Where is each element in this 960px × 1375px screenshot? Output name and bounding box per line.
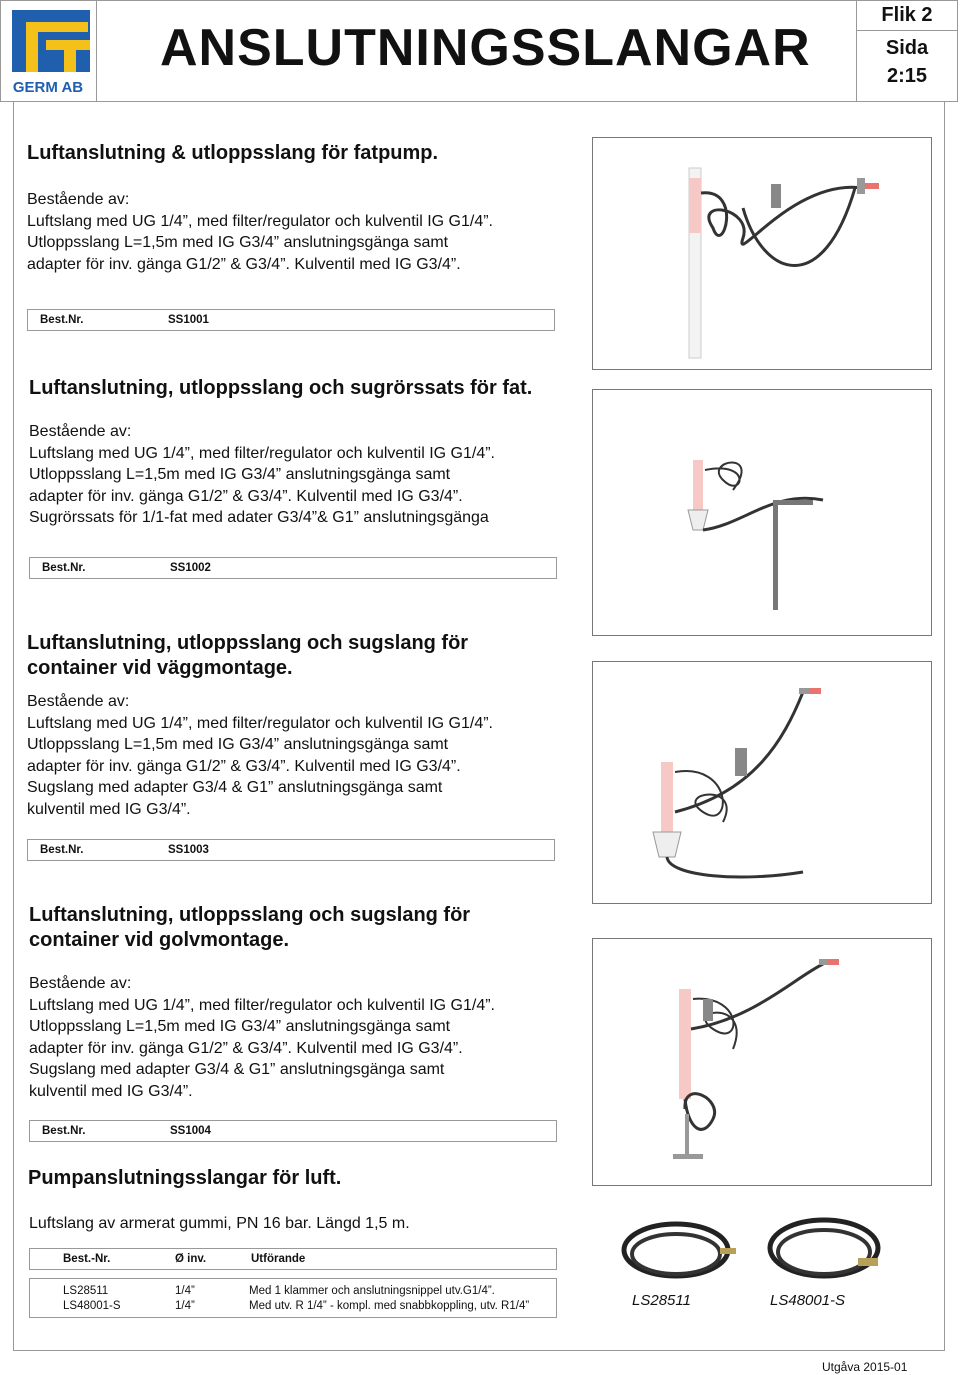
- flik-label: Flik 2: [856, 0, 958, 31]
- section-2-line: Utloppsslang L=1,5m med IG G3/4” anslutningsgänga samt: [29, 466, 451, 483]
- bestnr-label: Best.Nr.: [40, 314, 84, 326]
- product-image-ss1004: [592, 938, 932, 1186]
- section-1-line: Luftslang med UG 1/4”, med filter/regulator och kulventil IG G1/4”.: [27, 212, 493, 230]
- section-4-title-line: Luftanslutning, utloppsslang och sugslang för: [29, 904, 471, 926]
- section-3-line: adapter för inv. gänga G1/2” & G3/4”. Kulventil med IG G3/4”.: [27, 757, 461, 775]
- sida-block: [856, 36, 958, 88]
- bestnr-label: Best.Nr.: [40, 844, 84, 856]
- section-3-title: [27, 631, 468, 681]
- section-4-body: [29, 973, 495, 1102]
- pump-title: Pumpanslutningsslangar för luft.: [28, 1167, 342, 1189]
- section-3-body: [27, 691, 493, 820]
- col-header: Ø inv.: [175, 1253, 207, 1265]
- section-4-title: [29, 903, 470, 953]
- section-4-line: kulventil med IG G3/4”.: [29, 1082, 193, 1100]
- section-4-line: Utloppsslang L=1,5m med IG G3/4” anslutningsgänga samt: [29, 1018, 451, 1035]
- bestnr-label: Best.Nr.: [42, 562, 86, 574]
- section-2-bestnr: [29, 557, 557, 579]
- table-cell: LS28511: [63, 1285, 109, 1297]
- table-cell: Med utv. R 1/4” - kompl. med snabbkoppling, utv. R1/4”: [249, 1300, 530, 1312]
- section-3-bestnr: [27, 839, 555, 861]
- section-1-body: [27, 189, 493, 275]
- section-3-title-line: container vid väggmontage.: [27, 657, 293, 679]
- section-3-line: Sugslang med adapter G3/4 & G1” anslutningsgänga samt: [27, 779, 443, 796]
- table-cell: 1/4”: [175, 1285, 195, 1297]
- pump-table-body: [29, 1278, 557, 1318]
- section-1-line: Utloppsslang L=1,5m med IG G3/4” anslutningsgänga samt: [27, 234, 449, 251]
- pump-table-header: [29, 1248, 557, 1270]
- section-3-line: Luftslang med UG 1/4”, med filter/regulator och kulventil IG G1/4”.: [27, 714, 493, 732]
- section-2-label: Bestående av:: [29, 423, 132, 440]
- hose-label-ls48001s: LS48001-S: [770, 1292, 846, 1309]
- sida-value: 2:15: [886, 65, 928, 87]
- bestnr-value: SS1002: [170, 562, 211, 574]
- svg-text:GERM AB: GERM AB: [12, 79, 84, 96]
- table-cell: Med 1 klammer och anslutningsnippel utv.G1/4”.: [249, 1285, 495, 1297]
- section-4-line: Luftslang med UG 1/4”, med filter/regulator och kulventil IG G1/4”.: [29, 996, 495, 1014]
- product-image-ss1002: [592, 389, 932, 636]
- section-3-line: kulventil med IG G3/4”.: [27, 800, 191, 818]
- bestnr-label: Best.Nr.: [42, 1125, 86, 1137]
- section-3-title-line: Luftanslutning, utloppsslang och sugslang för: [27, 632, 469, 654]
- page-title: ANSLUTNINGSSLANGAR: [160, 19, 811, 77]
- section-4-bestnr: [29, 1120, 557, 1142]
- edition-footer: Utgåva 2015-01: [822, 1360, 908, 1374]
- table-cell: 1/4”: [175, 1300, 195, 1312]
- col-header: Best.-Nr.: [63, 1253, 111, 1265]
- bestnr-value: SS1001: [168, 314, 209, 326]
- bestnr-value: SS1003: [168, 844, 209, 856]
- pump-desc: Luftslang av armerat gummi, PN 16 bar. Längd 1,5 m.: [29, 1215, 410, 1232]
- section-1-label: Bestående av:: [27, 191, 130, 208]
- sida-label: Sida: [885, 37, 929, 59]
- section-4-title-line: container vid golvmontage.: [29, 929, 290, 951]
- bestnr-value: SS1004: [170, 1125, 211, 1137]
- section-1-bestnr: [27, 309, 555, 331]
- section-2-line: adapter för inv. gänga G1/2” & G3/4”. Kulventil med IG G3/4”.: [29, 487, 463, 505]
- section-3-label: Bestående av:: [27, 693, 130, 710]
- section-2-line: Luftslang med UG 1/4”, med filter/regulator och kulventil IG G1/4”.: [29, 444, 495, 462]
- section-1-line: adapter för inv. gänga G1/2” & G3/4”. Kulventil med IG G3/4”.: [27, 255, 461, 273]
- section-2-title: Luftanslutning, utloppsslang och sugrörssats för fat.: [29, 377, 533, 399]
- hose-image-ls48001s: [762, 1208, 894, 1320]
- col-header: Utförande: [251, 1253, 306, 1265]
- company-logo: [0, 0, 97, 101]
- hose-label-ls28511: LS28511: [632, 1292, 691, 1309]
- section-4-line: Sugslang med adapter G3/4 & G1” anslutningsgänga samt: [29, 1061, 445, 1078]
- product-image-ss1001: [592, 137, 932, 370]
- section-2-body: [29, 421, 495, 529]
- product-image-ss1003: [592, 661, 932, 904]
- table-cell: LS48001-S: [63, 1300, 121, 1312]
- section-4-label: Bestående av:: [29, 975, 132, 992]
- section-4-line: adapter för inv. gänga G1/2” & G3/4”. Kulventil med IG G3/4”.: [29, 1039, 463, 1057]
- section-3-line: Utloppsslang L=1,5m med IG G3/4” anslutningsgänga samt: [27, 736, 449, 753]
- hose-image-ls28511: [612, 1208, 744, 1320]
- section-2-line: Sugrörssats för 1/1-fat med adater G3/4”& G1” anslutningsgänga: [29, 509, 489, 526]
- section-1-title: Luftanslutning & utloppsslang för fatpump.: [27, 142, 439, 164]
